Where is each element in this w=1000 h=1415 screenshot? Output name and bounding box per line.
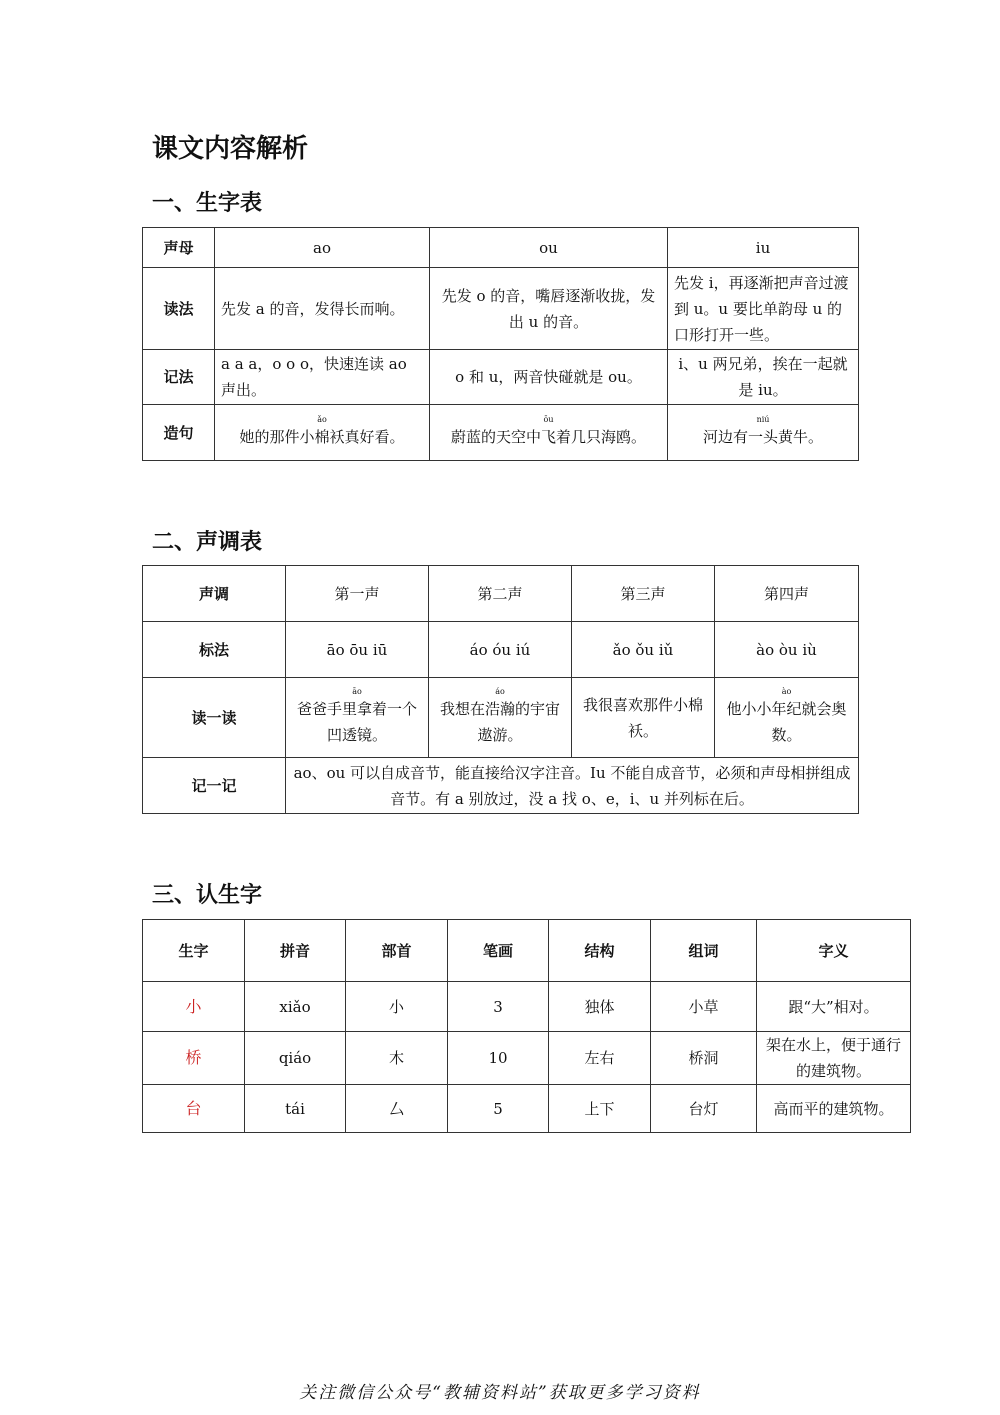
table-cell: 台灯 xyxy=(651,1085,757,1133)
table-row xyxy=(143,982,911,1032)
table-cell: 先发 a 的音，发得长而响。 xyxy=(215,268,430,350)
table-cell: āo ōu iū xyxy=(286,622,429,678)
table-cell: tái xyxy=(245,1085,346,1133)
row-label: 记法 xyxy=(143,350,215,405)
table-cell xyxy=(429,678,572,758)
header-cell: 声母 xyxy=(143,228,215,268)
header-cell: 结构 xyxy=(549,920,651,982)
header-cell: 字义 xyxy=(757,920,911,982)
table-row xyxy=(143,350,859,405)
pinyin-annotation: niú xyxy=(756,414,770,424)
table-cell: 高而平的建筑物。 xyxy=(757,1085,911,1133)
header-cell: 生字 xyxy=(143,920,245,982)
header-cell: ou xyxy=(430,228,668,268)
table-cell: o 和 u，两音快碰就是 ou。 xyxy=(430,350,668,405)
sentence: 我想在浩瀚的宇宙遨游。 xyxy=(439,699,560,744)
header-cell: 第三声 xyxy=(572,566,715,622)
row-label: 读一读 xyxy=(143,678,286,758)
sentence: 他小小年纪就会奥数。 xyxy=(726,699,847,744)
section-heading-1: 一、生字表 xyxy=(152,191,263,216)
table-row xyxy=(143,405,859,461)
pinyin-annotation: ào xyxy=(781,686,792,696)
table-cell: 跟“大”相对。 xyxy=(757,982,911,1032)
table-cell: 我很喜欢那件小棉袄。 xyxy=(572,678,715,758)
table-row xyxy=(143,678,859,758)
header-cell: ao xyxy=(215,228,430,268)
table-cell: 架在水上，便于通行的建筑物。 xyxy=(757,1032,911,1085)
table-cell: i、u 两兄弟，挨在一起就是 iu。 xyxy=(668,350,859,405)
pinyin-annotation: áo xyxy=(495,686,505,696)
table-cell: 先发 i，再逐渐把声音过渡到 u。u 要比单韵母 u 的口形打开一些。 xyxy=(668,268,859,350)
new-character: 台 xyxy=(143,1085,245,1133)
table-row xyxy=(143,566,859,622)
header-cell: 部首 xyxy=(346,920,448,982)
table-cell: ao、ou 可以自成音节，能直接给汉字注音。Iu 不能自成音节，必须和声母相拼组成音节。有 a 别放过，没 a 找 o、e，i、u 并列标在后。 xyxy=(286,758,859,814)
tones-table xyxy=(142,565,859,814)
table-cell: ǎo ǒu iǔ xyxy=(572,622,715,678)
section-heading-2: 二、声调表 xyxy=(152,530,263,555)
row-label: 读法 xyxy=(143,268,215,350)
header-cell: 第四声 xyxy=(715,566,859,622)
table-row xyxy=(143,1085,911,1133)
table-cell: 10 xyxy=(448,1032,549,1085)
pinyin-annotation: ōu xyxy=(543,414,554,424)
table-cell: 小草 xyxy=(651,982,757,1032)
header-cell: iu xyxy=(668,228,859,268)
table-cell: a a a，o o o，快速连读 ao 声出。 xyxy=(215,350,430,405)
table-row xyxy=(143,268,859,350)
header-cell: 组词 xyxy=(651,920,757,982)
table-cell: 先发 o 的音，嘴唇逐渐收拢，发出 u 的音。 xyxy=(430,268,668,350)
sentence: 河边有一头黄牛。 xyxy=(702,427,823,446)
section-heading-3: 三、认生字 xyxy=(152,883,263,908)
table-cell: 木 xyxy=(346,1032,448,1085)
table-cell: 3 xyxy=(448,982,549,1032)
sentence: 蔚蓝的天空中飞着几只海鸥。 xyxy=(450,427,646,446)
header-cell: 第一声 xyxy=(286,566,429,622)
table-cell: áo óu iú xyxy=(429,622,572,678)
table-cell: xiǎo xyxy=(245,982,346,1032)
table-cell: 桥洞 xyxy=(651,1032,757,1085)
header-cell: 笔画 xyxy=(448,920,549,982)
page-title: 课文内容解析 xyxy=(152,134,309,164)
new-character: 桥 xyxy=(143,1032,245,1085)
table-row xyxy=(143,622,859,678)
table-cell: ào òu iù xyxy=(715,622,859,678)
header-cell: 声调 xyxy=(143,566,286,622)
sentence: 她的那件小棉袄真好看。 xyxy=(239,427,405,446)
table-cell: 独体 xyxy=(549,982,651,1032)
table-cell: 5 xyxy=(448,1085,549,1133)
table-row xyxy=(143,758,859,814)
new-character: 小 xyxy=(143,982,245,1032)
table-cell xyxy=(668,405,859,461)
table-row xyxy=(143,920,911,982)
header-cell: 拼音 xyxy=(245,920,346,982)
table-cell: 厶 xyxy=(346,1085,448,1133)
table-cell: 上下 xyxy=(549,1085,651,1133)
table-row xyxy=(143,1032,911,1085)
table-cell: 左右 xyxy=(549,1032,651,1085)
table-cell: 小 xyxy=(346,982,448,1032)
header-cell: 第二声 xyxy=(429,566,572,622)
row-label: 标法 xyxy=(143,622,286,678)
table-cell xyxy=(286,678,429,758)
table-cell xyxy=(215,405,430,461)
table-cell: qiáo xyxy=(245,1032,346,1085)
sentence: 爸爸手里拿着一个凹透镜。 xyxy=(296,699,417,744)
table-cell xyxy=(715,678,859,758)
row-label: 造句 xyxy=(143,405,215,461)
row-label: 记一记 xyxy=(143,758,286,814)
pinyin-annotation: āo xyxy=(352,686,362,696)
characters-table xyxy=(142,919,911,1133)
pinyin-annotation: ǎo xyxy=(317,414,327,424)
table-cell xyxy=(430,405,668,461)
table-row xyxy=(143,228,859,268)
initials-table xyxy=(142,227,859,461)
footer-note: 关注微信公众号“教辅资料站”获取更多学习资料 xyxy=(299,1383,701,1403)
